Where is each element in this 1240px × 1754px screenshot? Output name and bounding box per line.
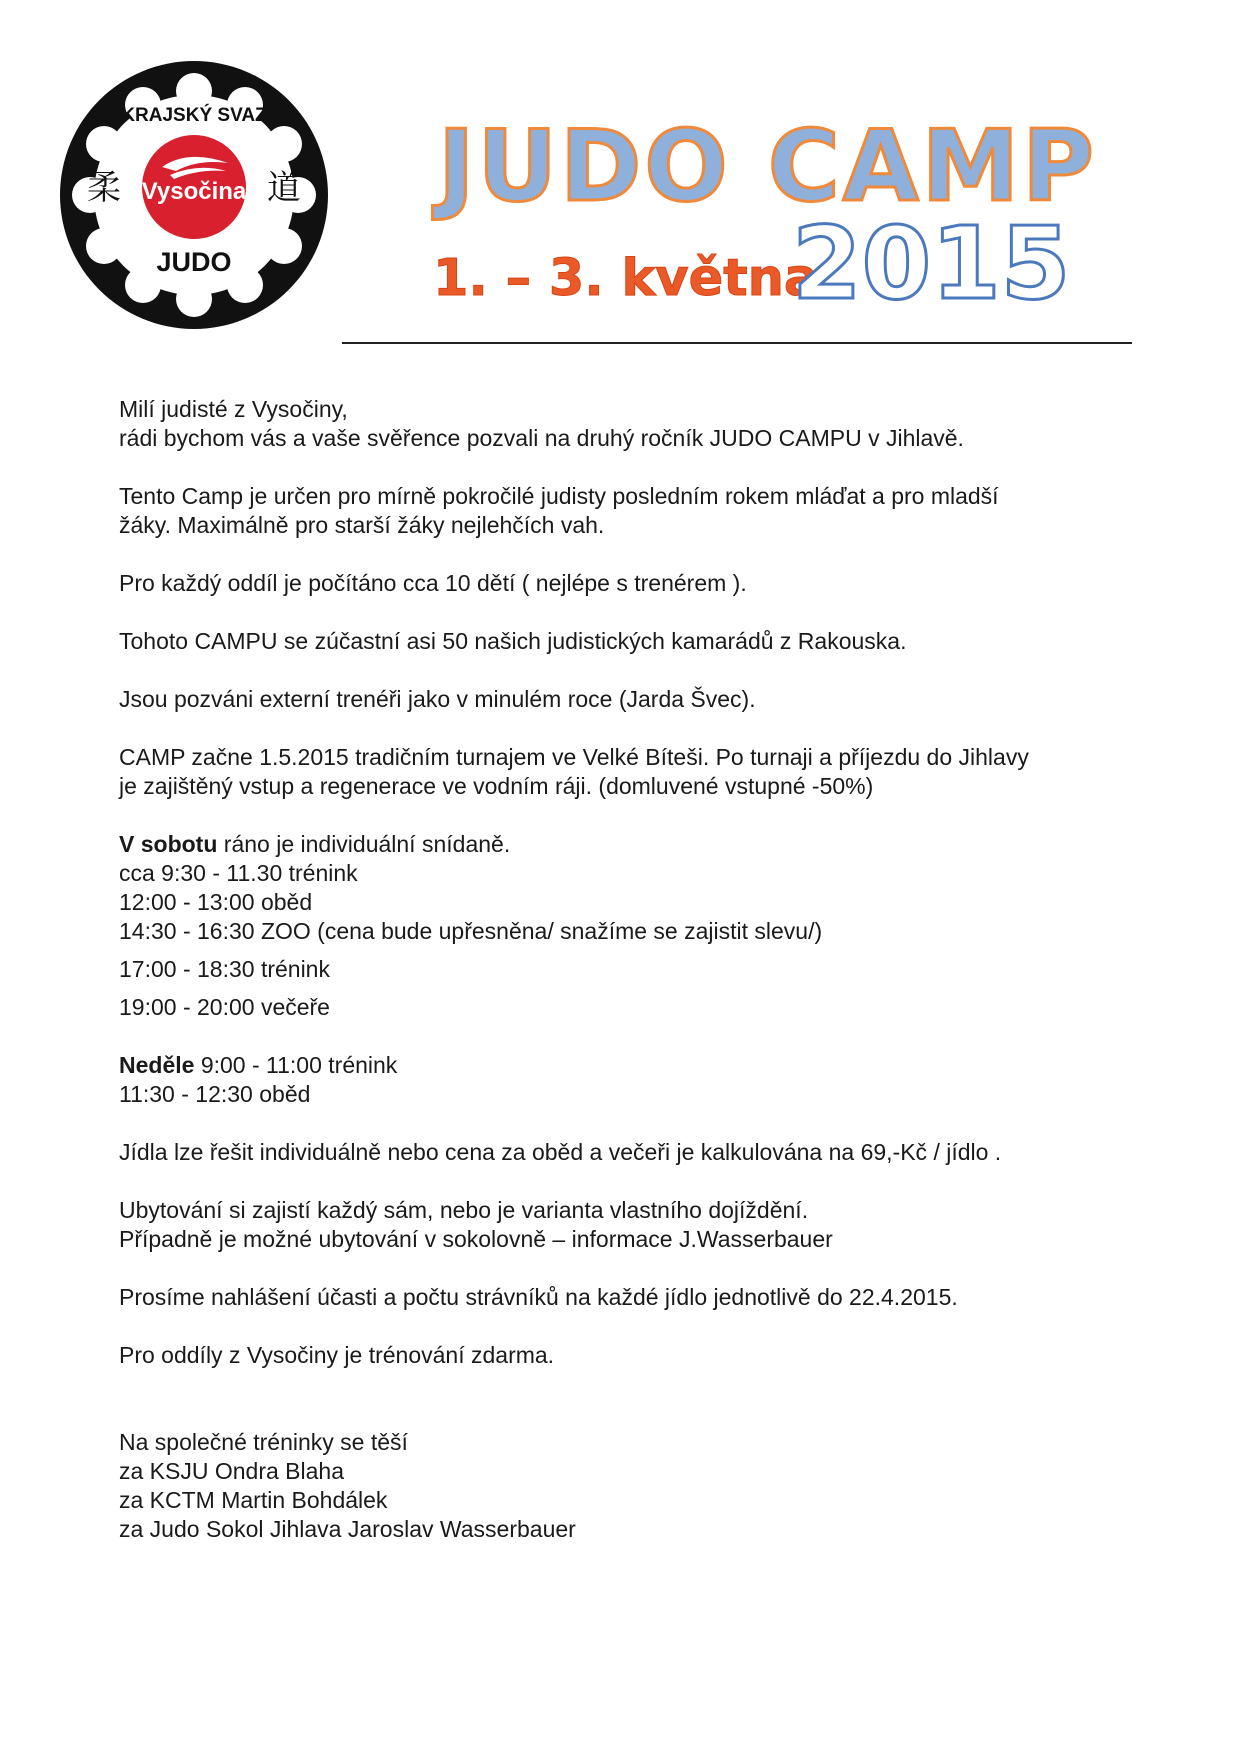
logo-center-text: Vysočina	[141, 178, 247, 205]
letter-body	[119, 395, 1129, 1544]
invitation: rádi bychom vás a vaše svěřence pozvali na druhý ročník JUDO CAMPU v Jihlavě.	[119, 425, 964, 451]
meals-info: Jídla lze řešit individuálně nebo cena za oběd a večeři je kalkulována na 69,-Kč / jídlo .	[119, 1139, 1002, 1165]
signature-line: Na společné tréninky se těší	[119, 1429, 408, 1455]
signature-line: za KCTM Martin Bohdálek	[119, 1487, 388, 1513]
logo-bottom-text: JUDO	[156, 247, 232, 277]
registration-deadline: Prosíme nahlášení účasti a počtu strávníků na každé jídlo jednotlivě do 22.4.2015.	[119, 1284, 958, 1310]
event-dates: 1. – 3. května	[433, 249, 819, 308]
signature-line: za KSJU Ondra Blaha	[119, 1458, 345, 1484]
lodging-line-2: Případně je možné ubytování v sokolovně – informace J.Wasserbauer	[119, 1226, 833, 1252]
sunday-schedule	[119, 1051, 1129, 1109]
schedule-item: 14:30 - 16:30 ZOO (cena bude upřesněna/ snažíme se zajistit slevu/)	[119, 918, 823, 944]
logo-top-text: KRAJSKÝ SVAZ	[121, 105, 267, 126]
sunday-training-text: 9:00 - 11:00 trénink	[194, 1052, 398, 1078]
page-title: JUDO CAMP	[438, 110, 1097, 224]
external-coaches: Jsou pozváni externí trenéři jako v minulém roce (Jarda Švec).	[119, 686, 756, 712]
schedule-item: 12:00 - 13:00 oběd	[119, 889, 313, 915]
target-audience-line-1: Tento Camp je určen pro mírně pokročilé judisty posledním rokem mláďat a pro mladší	[119, 483, 999, 509]
signature-block	[119, 1428, 1129, 1544]
logo-do-glyph: 道	[267, 168, 301, 208]
target-audience-line-2: žáky. Maximálně pro starší žáky nejlehčích vah.	[119, 512, 605, 538]
schedule-item: 19:00 - 20:00 večeře	[119, 994, 330, 1020]
sunday-label: Neděle	[119, 1052, 195, 1078]
free-training-note: Pro oddíly z Vysočiny je trénování zdarma.	[119, 1342, 555, 1368]
kids-per-club: Pro každý oddíl je počítáno cca 10 dětí ( nejlépe s trenérem ).	[119, 570, 747, 596]
schedule-item: 17:00 - 18:30 trénink	[119, 956, 330, 982]
austria-participants: Tohoto CAMPU se zúčastní asi 50 našich judistických kamarádů z Rakouska.	[119, 628, 907, 654]
signature-line: za Judo Sokol Jihlava Jaroslav Wasserbauer	[119, 1516, 576, 1542]
header-divider	[342, 342, 1132, 344]
camp-start-line-2: je zajištěný vstup a regenerace ve vodním ráji. (domluvené vstupné -50%)	[119, 773, 874, 799]
camp-start-line-1: CAMP začne 1.5.2015 tradičním turnajem ve Velké Bíteši. Po turnaji a příjezdu do Jihlavy	[119, 744, 1029, 770]
saturday-breakfast-text: ráno je individuální snídaně.	[217, 831, 511, 857]
greeting: Milí judisté z Vysočiny,	[119, 396, 348, 422]
sunday-training	[119, 1051, 1129, 1080]
lodging-line-1: Ubytování si zajistí každý sám, nebo je varianta vlastního dojíždění.	[119, 1197, 809, 1223]
event-year: 2015	[792, 205, 1071, 322]
schedule-item: cca 9:30 - 11.30 trénink	[119, 860, 358, 886]
schedule-item: 11:30 - 12:30 oběd	[119, 1081, 311, 1107]
saturday-schedule	[119, 830, 1129, 1022]
saturday-label: V sobotu	[119, 831, 218, 857]
vysocina-judo-logo	[58, 59, 330, 331]
saturday-breakfast	[119, 830, 1129, 859]
logo-ju-glyph: 柔	[87, 168, 121, 208]
